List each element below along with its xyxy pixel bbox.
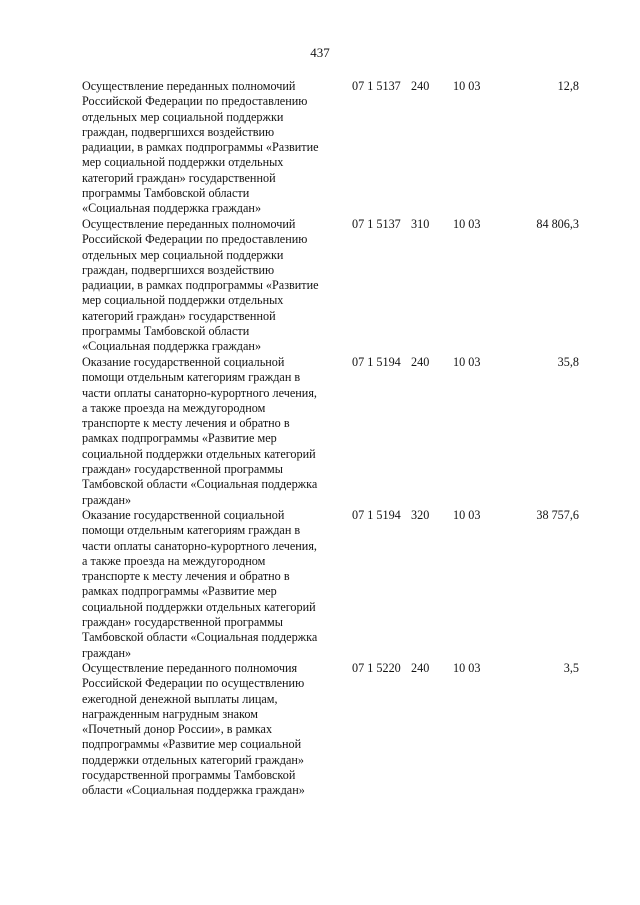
amount-value: 12,8 [557,79,579,93]
description-line: отдельных мер социальной поддержки [82,109,284,124]
description-line: граждан, подвергшихся воздействию [82,262,275,277]
row-description [82,508,344,661]
row-description [82,79,344,217]
description-line: части оплаты санаторно-курортного лечения, [82,538,317,553]
description-line: а также проезда на междугородном [82,400,266,415]
description-line: рамках подпрограммы «Развитие мер [82,431,277,446]
section-code: 10 03 [453,661,481,675]
description-line: мер социальной поддержки отдельных [82,155,284,170]
target-article-code: 07 1 5194 [352,355,401,369]
description-line: Оказание государственной социальной [82,355,285,369]
description-line: граждан» [82,492,132,507]
row-description [82,661,344,799]
target-article-code: 07 1 5220 [352,661,401,675]
amount-value: 35,8 [557,355,579,369]
description-line: Тамбовской области «Социальная поддержка [82,630,318,645]
description-line: награжденным нагрудным знаком [82,706,258,721]
description-line: Тамбовской области «Социальная поддержка [82,477,318,492]
description-line: Осуществление переданных полномочий [82,217,296,231]
description-line: категорий граждан» государственной [82,308,276,323]
description-line: поддержки отдельных категорий граждан» [82,752,304,767]
description-line: радиации, в рамках подпрограммы «Развитие [82,140,319,155]
description-line: «Почетный донор России», в рамках [82,722,273,737]
section-code: 10 03 [453,217,481,231]
description-line: социальной поддержки отдельных категорий [82,446,316,461]
description-line: граждан» государственной программы [82,615,283,630]
section-code: 10 03 [453,508,481,522]
description-line: категорий граждан» государственной [82,170,276,185]
description-line: Оказание государственной социальной [82,508,285,522]
description-line: транспорте к месту лечения и обратно в [82,569,290,584]
page-number: 437 [310,45,330,60]
description-line: Российской Федерации по предоставлению [82,94,308,109]
expense-type-code: 320 [411,508,430,522]
expense-type-code: 240 [411,661,430,675]
amount-value: 3,5 [563,661,579,675]
description-line: Российской Федерации по предоставлению [82,232,308,247]
description-line: граждан» [82,645,132,660]
target-article-code: 07 1 5137 [352,217,401,231]
section-code: 10 03 [453,79,481,93]
expense-type-code: 240 [411,355,430,369]
amount-value: 38 757,6 [536,508,579,522]
target-article-code: 07 1 5194 [352,508,401,522]
row-description [82,355,344,508]
description-line: граждан» государственной программы [82,462,283,477]
description-line: Осуществление переданных полномочий [82,79,296,93]
row-description [82,217,344,355]
description-line: радиации, в рамках подпрограммы «Развитие [82,278,319,293]
description-line: социальной поддержки отдельных категорий [82,599,316,614]
description-line: Российской Федерации по осуществлению [82,676,305,691]
description-line: мер социальной поддержки отдельных [82,293,284,308]
description-line: программы Тамбовской области [82,324,250,339]
description-line: помощи отдельным категориям граждан в [82,370,301,385]
description-line: ежегодной денежной выплаты лицам, [82,691,278,706]
expense-type-code: 240 [411,79,430,93]
description-line: граждан, подвергшихся воздействию [82,124,275,139]
description-line: рамках подпрограммы «Развитие мер [82,584,277,599]
expense-type-code: 310 [411,217,430,231]
description-line: отдельных мер социальной поддержки [82,247,284,262]
description-line: государственной программы Тамбовской [82,768,296,783]
description-line: программы Тамбовской области [82,186,250,201]
description-line: области «Социальная поддержка граждан» [82,783,305,798]
amount-value: 84 806,3 [536,217,579,231]
description-line: подпрограммы «Развитие мер социальной [82,737,302,752]
section-code: 10 03 [453,355,481,369]
description-line: а также проезда на междугородном [82,553,266,568]
description-line: Осуществление переданного полномочия [82,661,298,675]
description-line: «Социальная поддержка граждан» [82,339,262,354]
description-line: транспорте к месту лечения и обратно в [82,416,290,431]
description-line: «Социальная поддержка граждан» [82,201,262,216]
description-line: помощи отдельным категориям граждан в [82,523,301,538]
description-line: части оплаты санаторно-курортного лечения, [82,385,317,400]
target-article-code: 07 1 5137 [352,79,401,93]
